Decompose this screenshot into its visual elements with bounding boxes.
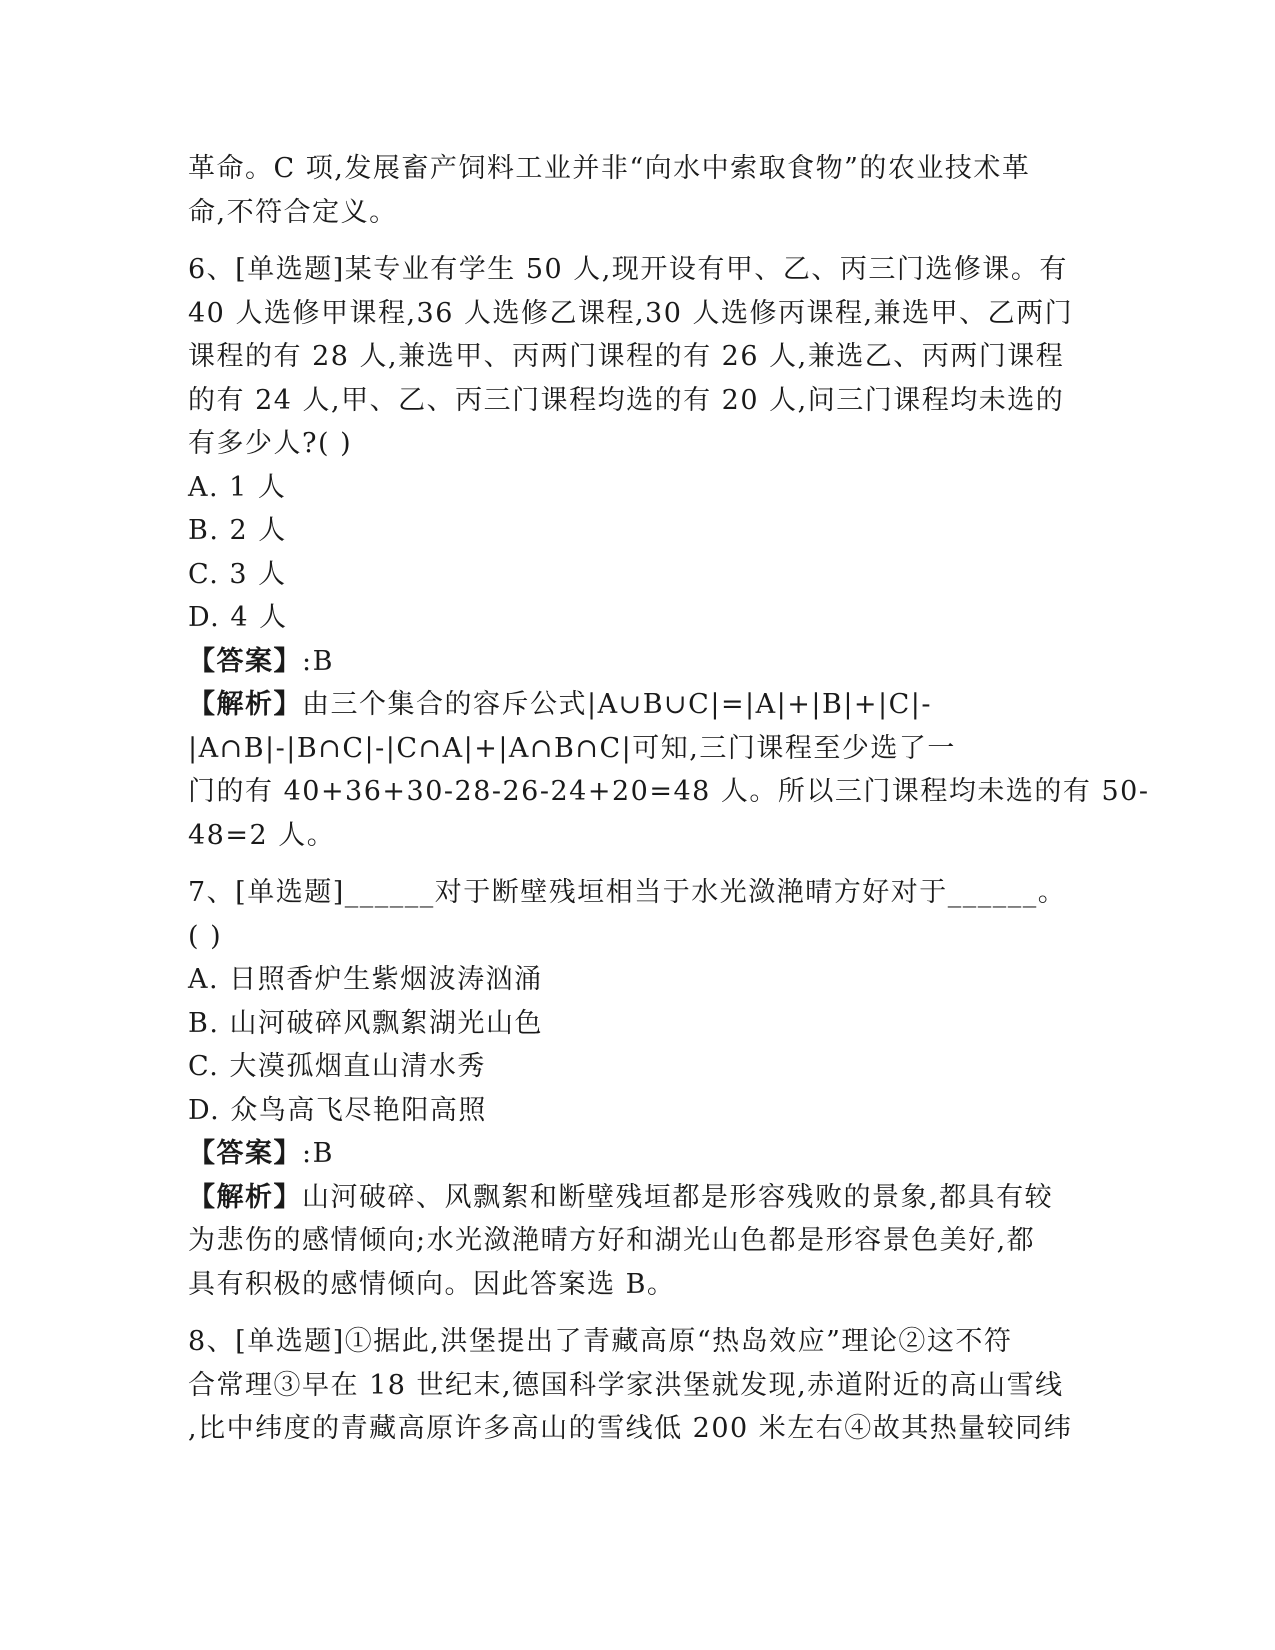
option-c: C. 大漠孤烟直山清水秀: [188, 1051, 486, 1082]
question-stem-line: 8、[单选题]①据此,洪堡提出了青藏高原“热岛效应”理论②这不符: [188, 1326, 1013, 1357]
option-a: A. 日照香炉生紫烟波涛汹涌: [188, 964, 543, 995]
question-stem-line: 40 人选修甲课程,36 人选修乙课程,30 人选修丙课程,兼选甲、乙两门: [188, 297, 1074, 329]
analysis-line: 为悲伤的感情倾向;水光潋滟晴方好和湖光山色都是形容景色美好,都: [188, 1225, 1036, 1256]
question-8: [188, 1320, 1088, 1451]
analysis-label: 【解析】: [188, 1181, 302, 1213]
analysis-line: |A∩B|-|B∩C|-|C∩A|+|A∩B∩C|可知,三门课程至少选了一: [188, 732, 956, 764]
text-line: 命,不符合定义。: [188, 196, 398, 228]
question-stem-line: ( ): [188, 920, 223, 952]
question-stem-line: 合常理③早在 18 世纪末,德国科学家洪堡就发现,赤道附近的高山雪线: [188, 1369, 1064, 1401]
answer-value: :B: [302, 1138, 334, 1169]
answer-line: [188, 640, 1088, 684]
analysis-line: 具有积极的感情倾向。因此答案选 B。: [188, 1268, 676, 1300]
option-b: B. 山河破碎风飘絮湖光山色: [188, 1007, 544, 1039]
answer-label: 【答案】: [188, 645, 302, 677]
question-stem-line: 的有 24 人,甲、乙、丙三门课程均选的有 20 人,问三门课程均未选的: [188, 384, 1065, 416]
document-page: [188, 147, 1150, 1451]
option-c: C. 3 人: [188, 558, 287, 590]
analysis-text: 山河破碎、风飘絮和断壁残垣都是形容残败的景象,都具有较: [302, 1181, 1054, 1213]
answer-value: :B: [302, 645, 334, 677]
analysis-line: [188, 683, 1088, 727]
text-line: 革命。C 项,发展畜产饲料工业并非“向水中索取食物”的农业技术革: [188, 153, 1031, 184]
analysis-line: 48=2 人。: [188, 819, 336, 851]
question-stem-line: 课程的有 28 人,兼选甲、丙两门课程的有 26 人,兼选乙、丙两门课程: [188, 341, 1065, 372]
answer-label: 【答案】: [188, 1138, 302, 1169]
option-d: D. 4 人: [188, 602, 288, 633]
answer-line: [188, 1132, 1088, 1176]
analysis-line: 门的有 40+36+30-28-26-24+20=48 人。所以三门课程均未选的有 50-: [188, 776, 1150, 807]
option-b: B. 2 人: [188, 515, 287, 546]
question-6: [188, 248, 1150, 857]
analysis-line: [188, 1176, 1088, 1220]
analysis-label: 【解析】: [188, 689, 302, 720]
question-7: [188, 871, 1088, 1306]
question-stem-line: 7、[单选题]______对于断壁残垣相当于水光潋滟晴方好对于______。: [188, 877, 1067, 908]
question-stem-line: ,比中纬度的青藏高原许多高山的雪线低 200 米左右④故其热量较同纬: [188, 1413, 1073, 1444]
q5-explanation-tail: [188, 147, 1088, 234]
option-a: A. 1 人: [188, 471, 287, 503]
question-stem-line: 6、[单选题]某专业有学生 50 人,现开设有甲、乙、丙三门选修课。有: [188, 254, 1068, 285]
analysis-text: 由三个集合的容斥公式|A∪B∪C|=|A|+|B|+|C|-: [302, 689, 933, 720]
question-stem-line: 有多少人?( ): [188, 428, 353, 459]
option-d: D. 众鸟高飞尽艳阳高照: [188, 1094, 487, 1126]
